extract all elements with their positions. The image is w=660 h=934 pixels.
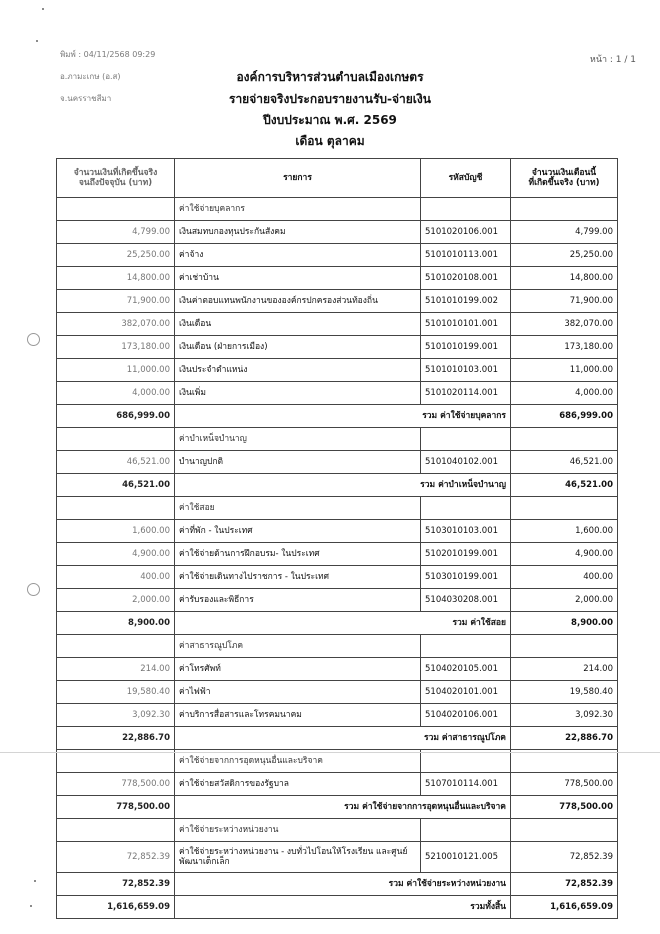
- month-amount: 11,000.00: [511, 359, 618, 382]
- total-label: รวม ค่าใช้จ่ายระหว่างหน่วยงาน: [175, 873, 511, 896]
- empty-cell: [57, 428, 175, 451]
- actual-amount: 4,900.00: [57, 543, 175, 566]
- section-header-row: [57, 635, 618, 658]
- scan-speck: [34, 880, 36, 882]
- month-amount: 4,799.00: [511, 221, 618, 244]
- item-name: ค่าใช้จ่ายด้านการฝึกอบรม- ในประเทศ: [175, 543, 421, 566]
- expense-table: [56, 158, 618, 919]
- page-number: หน้า : 1 / 1: [589, 55, 636, 65]
- section-total-row: [57, 612, 618, 635]
- empty-cell: [421, 819, 511, 842]
- actual-amount: 25,250.00: [57, 244, 175, 267]
- empty-cell: [421, 497, 511, 520]
- total-actual: 22,886.70: [57, 727, 175, 750]
- section-title: ค่าสาธารณูปโภค: [175, 635, 421, 658]
- actual-amount: 4,799.00: [57, 221, 175, 244]
- col-actual-line1: จำนวนเงินที่เกิดขึ้นจริง: [73, 168, 158, 178]
- month-amount: 1,600.00: [511, 520, 618, 543]
- month-amount: 2,000.00: [511, 589, 618, 612]
- item-name: เงินสมทบกองทุนประกันสังคม: [175, 221, 421, 244]
- scan-speck: [36, 40, 38, 42]
- col-code-header: รหัสบัญชี: [421, 159, 511, 198]
- actual-amount: 3,092.30: [57, 704, 175, 727]
- section-total-row: [57, 474, 618, 497]
- item-name: เงินค่าตอบแทนพนักงานขององค์กรปกครองส่วนท้องถิ่น: [175, 290, 421, 313]
- empty-cell: [57, 635, 175, 658]
- section-total-row: [57, 727, 618, 750]
- section-header-row: [57, 497, 618, 520]
- actual-amount: 778,500.00: [57, 773, 175, 796]
- month-amount: 778,500.00: [511, 773, 618, 796]
- account-code: 5210010121.005: [421, 842, 511, 873]
- table-row: [57, 773, 618, 796]
- table-row: [57, 313, 618, 336]
- province-line: จ.นครราชสีมา: [60, 94, 112, 103]
- scan-fold-line: [0, 752, 660, 753]
- table-row: [57, 543, 618, 566]
- col-month-line1: จำนวนเงินเดือนนี้: [531, 168, 597, 178]
- actual-amount: 71,900.00: [57, 290, 175, 313]
- table-row: [57, 336, 618, 359]
- section-title: ค่าใช้จ่ายบุคลากร: [175, 198, 421, 221]
- scan-speck: [42, 8, 44, 10]
- table-row: [57, 267, 618, 290]
- account-code: 5101010199.001: [421, 336, 511, 359]
- table-row: [57, 658, 618, 681]
- total-label: รวม ค่าใช้จ่ายบุคลากร: [175, 405, 511, 428]
- account-code: 5103010199.001: [421, 566, 511, 589]
- table-row: [57, 681, 618, 704]
- col-actual-header: [57, 159, 175, 198]
- actual-amount: 214.00: [57, 658, 175, 681]
- section-total-row: [57, 405, 618, 428]
- account-code: 5104030208.001: [421, 589, 511, 612]
- report-title: รายจ่ายจริงประกอบรายงานรับ-จ่ายเงิน: [229, 92, 431, 106]
- col-month-header: [511, 159, 618, 198]
- month-amount: 25,250.00: [511, 244, 618, 267]
- table-row: [57, 520, 618, 543]
- table-row: [57, 842, 618, 873]
- account-code: 5101020106.001: [421, 221, 511, 244]
- table-header-row: [57, 159, 618, 198]
- total-actual: 8,900.00: [57, 612, 175, 635]
- section-title: ค่าใช้สอย: [175, 497, 421, 520]
- section-header-row: [57, 198, 618, 221]
- section-header-row: [57, 428, 618, 451]
- month-amount: 71,900.00: [511, 290, 618, 313]
- col-actual-line2: จนถึงปัจจุบัน (บาท): [78, 178, 153, 188]
- item-name: เงินประจำตำแหน่ง: [175, 359, 421, 382]
- table-row: [57, 359, 618, 382]
- empty-cell: [511, 497, 618, 520]
- org-subline: อ.ภามะเกษ (อ.ส): [60, 72, 121, 81]
- total-month: 686,999.00: [511, 405, 618, 428]
- account-code: 5101010103.001: [421, 359, 511, 382]
- scan-speck: [30, 905, 32, 907]
- actual-amount: 1,600.00: [57, 520, 175, 543]
- month-amount: 4,000.00: [511, 382, 618, 405]
- month-amount: 382,070.00: [511, 313, 618, 336]
- account-code: 5104020105.001: [421, 658, 511, 681]
- actual-amount: 72,852.39: [57, 842, 175, 873]
- actual-amount: 173,180.00: [57, 336, 175, 359]
- table-row: [57, 589, 618, 612]
- month-amount: 19,580.40: [511, 681, 618, 704]
- item-name: ค่าใช้จ่ายสวัสดิการของรัฐบาล: [175, 773, 421, 796]
- actual-amount: 19,580.40: [57, 681, 175, 704]
- total-label: รวม ค่าใช้สอย: [175, 612, 511, 635]
- total-actual: 72,852.39: [57, 873, 175, 896]
- org-name: องค์การบริหารส่วนตำบลเมืองเกษตร: [236, 70, 424, 84]
- grand-total-actual: 1,616,659.09: [57, 896, 175, 919]
- item-name: ค่ารับรองและพิธีการ: [175, 589, 421, 612]
- total-month: 72,852.39: [511, 873, 618, 896]
- month-amount: 400.00: [511, 566, 618, 589]
- section-header-row: [57, 819, 618, 842]
- total-month: 8,900.00: [511, 612, 618, 635]
- account-code: 5107010114.001: [421, 773, 511, 796]
- item-name: บำนาญปกติ: [175, 451, 421, 474]
- section-total-row: [57, 796, 618, 819]
- account-code: 5101020108.001: [421, 267, 511, 290]
- table-row: [57, 704, 618, 727]
- item-name: ค่าโทรศัพท์: [175, 658, 421, 681]
- account-code: 5102010199.001: [421, 543, 511, 566]
- table-row: [57, 290, 618, 313]
- table-row: [57, 451, 618, 474]
- month-amount: 173,180.00: [511, 336, 618, 359]
- total-label: รวม ค่าบำเหน็จบำนาญ: [175, 474, 511, 497]
- account-code: 5101020114.001: [421, 382, 511, 405]
- item-name: เงินเพิ่ม: [175, 382, 421, 405]
- account-code: 5104020101.001: [421, 681, 511, 704]
- section-title: ค่าใช้จ่ายระหว่างหน่วยงาน: [175, 819, 421, 842]
- col-month-line2: ที่เกิดขึ้นจริง (บาท): [528, 178, 600, 188]
- account-code: 5101010101.001: [421, 313, 511, 336]
- item-name: ค่าจ้าง: [175, 244, 421, 267]
- actual-amount: 382,070.00: [57, 313, 175, 336]
- item-name: เงินเดือน (ฝ่ายการเมือง): [175, 336, 421, 359]
- item-name: เงินเดือน: [175, 313, 421, 336]
- item-name: ค่าไฟฟ้า: [175, 681, 421, 704]
- empty-cell: [57, 198, 175, 221]
- item-name: ค่าบริการสื่อสารและโทรคมนาคม: [175, 704, 421, 727]
- total-month: 22,886.70: [511, 727, 618, 750]
- empty-cell: [57, 819, 175, 842]
- empty-cell: [421, 635, 511, 658]
- month-amount: 72,852.39: [511, 842, 618, 873]
- section-total-row: [57, 873, 618, 896]
- section-title: ค่าบำเหน็จบำนาญ: [175, 428, 421, 451]
- grand-total-row: [57, 896, 618, 919]
- grand-total-month: 1,616,659.09: [511, 896, 618, 919]
- empty-cell: [511, 198, 618, 221]
- empty-cell: [421, 428, 511, 451]
- actual-amount: 400.00: [57, 566, 175, 589]
- report-month: เดือน ตุลาคม: [295, 134, 365, 148]
- print-timestamp: พิมพ์ : 04/11/2568 09:29: [60, 50, 156, 59]
- total-actual: 46,521.00: [57, 474, 175, 497]
- total-label: รวม ค่าสาธารณูปโภค: [175, 727, 511, 750]
- actual-amount: 46,521.00: [57, 451, 175, 474]
- item-name: ค่าใช้จ่ายเดินทางไปราชการ - ในประเทศ: [175, 566, 421, 589]
- item-name: ค่าที่พัก - ในประเทศ: [175, 520, 421, 543]
- total-month: 778,500.00: [511, 796, 618, 819]
- punch-hole: [27, 333, 40, 346]
- empty-cell: [511, 819, 618, 842]
- actual-amount: 11,000.00: [57, 359, 175, 382]
- table-row: [57, 244, 618, 267]
- item-name: ค่าใช้จ่ายระหว่างหน่วยงาน - งบทั่วไปโอนให้โรงเรียน และศูนย์พัฒนาเด็กเล็ก: [175, 842, 421, 873]
- empty-cell: [421, 198, 511, 221]
- punch-hole: [27, 583, 40, 596]
- empty-cell: [511, 428, 618, 451]
- month-amount: 214.00: [511, 658, 618, 681]
- empty-cell: [57, 497, 175, 520]
- empty-cell: [511, 635, 618, 658]
- total-label: รวม ค่าใช้จ่ายจากการอุดหนุนอื่นและบริจาค: [175, 796, 511, 819]
- account-code: 5101010199.002: [421, 290, 511, 313]
- account-code: 5103010103.001: [421, 520, 511, 543]
- account-code: 5104020106.001: [421, 704, 511, 727]
- month-amount: 4,900.00: [511, 543, 618, 566]
- table-row: [57, 382, 618, 405]
- section-title: ค่าใช้จ่ายจากการอุดหนุนอื่นและบริจาค: [175, 750, 421, 773]
- item-name: ค่าเช่าบ้าน: [175, 267, 421, 290]
- col-item-header: รายการ: [175, 159, 421, 198]
- actual-amount: 14,800.00: [57, 267, 175, 290]
- account-code: 5101040102.001: [421, 451, 511, 474]
- total-month: 46,521.00: [511, 474, 618, 497]
- grand-total-label: รวมทั้งสิ้น: [175, 896, 511, 919]
- month-amount: 14,800.00: [511, 267, 618, 290]
- actual-amount: 4,000.00: [57, 382, 175, 405]
- total-actual: 686,999.00: [57, 405, 175, 428]
- total-actual: 778,500.00: [57, 796, 175, 819]
- table-row: [57, 566, 618, 589]
- account-code: 5101010113.001: [421, 244, 511, 267]
- month-amount: 3,092.30: [511, 704, 618, 727]
- table-row: [57, 221, 618, 244]
- month-amount: 46,521.00: [511, 451, 618, 474]
- fiscal-year: ปีงบประมาณ พ.ศ. 2569: [263, 113, 397, 127]
- actual-amount: 2,000.00: [57, 589, 175, 612]
